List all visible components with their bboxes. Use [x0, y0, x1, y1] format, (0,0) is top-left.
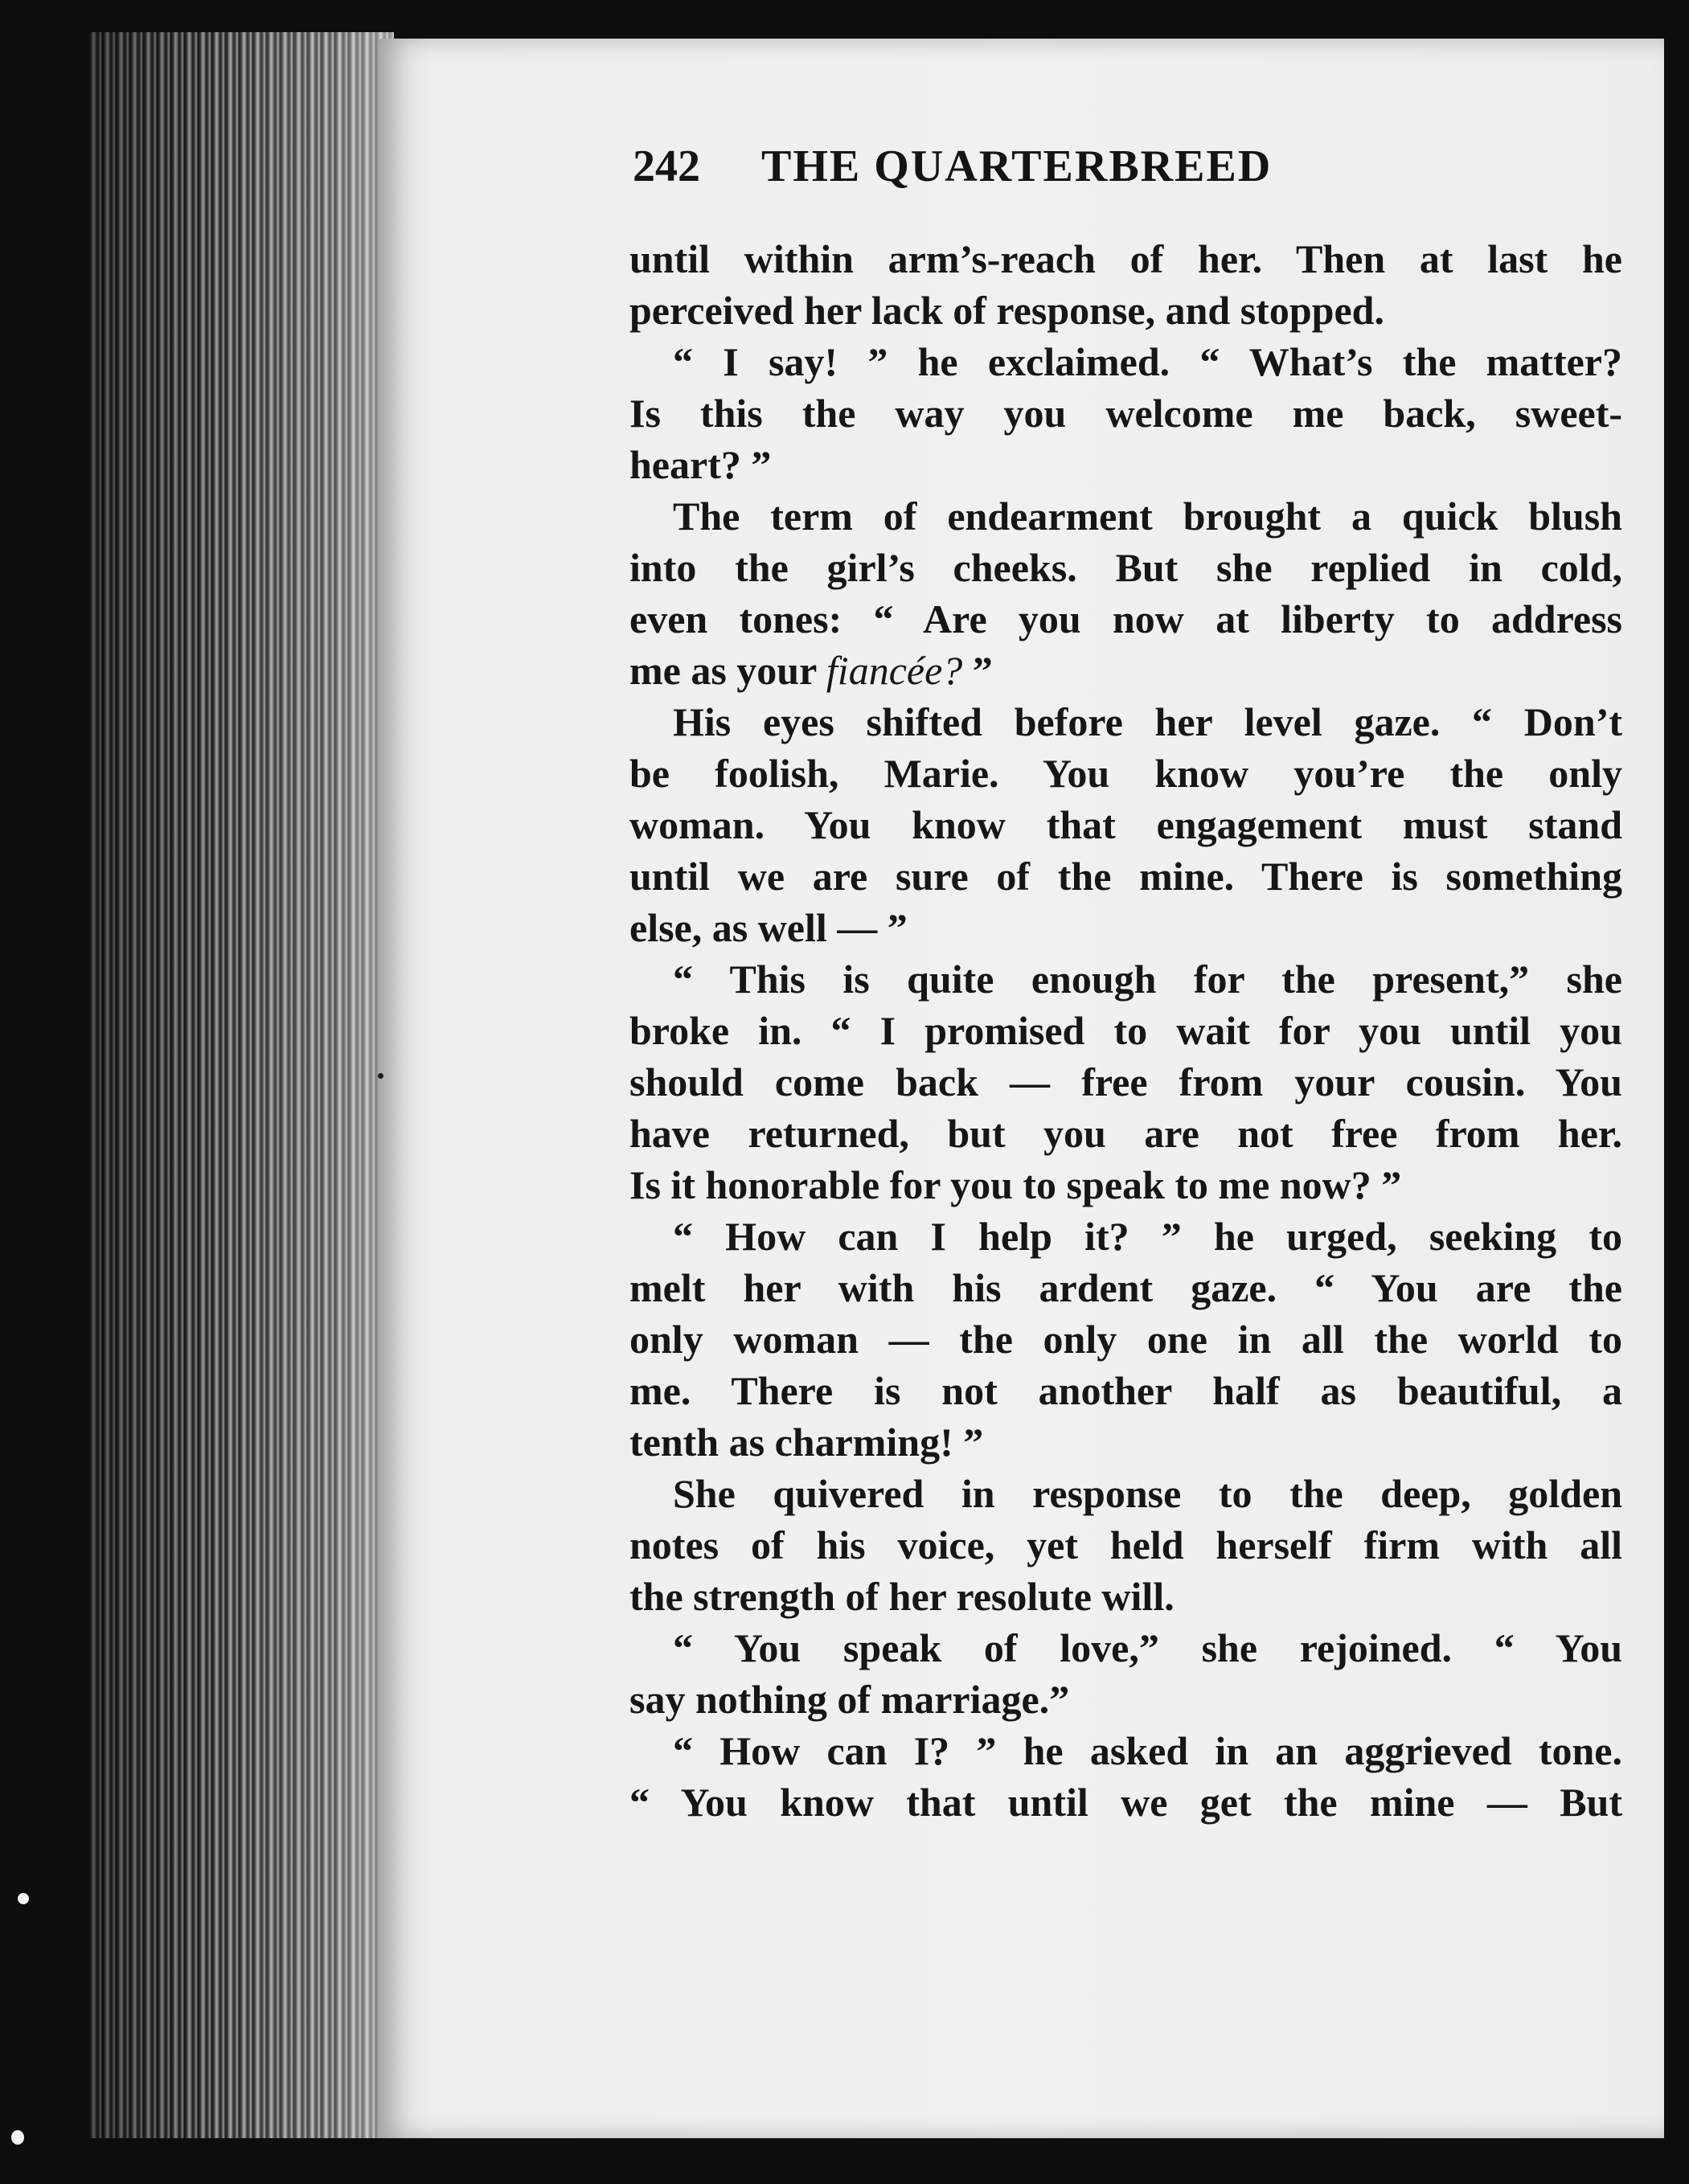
text-line-content: perceived her lack of response, and stopped. [629, 288, 1384, 333]
text-line [629, 1159, 1622, 1211]
text-line [629, 439, 1622, 490]
text-line [629, 387, 1622, 439]
text-line-content: “ This is quite enough for the present,” she [673, 957, 1622, 1002]
text-line [629, 1005, 1622, 1056]
text-line [629, 748, 1622, 799]
text-line [629, 593, 1622, 645]
text-line [629, 1365, 1622, 1416]
text-line [629, 1725, 1622, 1776]
text-line-content: else, as well — ” [629, 905, 908, 950]
text-line-content: only woman — the only one in all the world to [629, 1317, 1622, 1362]
text-line [629, 645, 1622, 696]
page-number: 242 [633, 141, 700, 191]
text-line-content: tenth as charming! ” [629, 1420, 984, 1465]
text-line-content: me. There is not another half as beautiful, a [629, 1368, 1622, 1413]
book-title: THE QUARTERBREED [761, 141, 1273, 191]
text-line-content: She quivered in response to the deep, golden [673, 1471, 1622, 1516]
text-line [629, 1416, 1622, 1468]
text-line [629, 336, 1622, 387]
text-line-content: “ I say! ” he exclaimed. “ What’s the matter? [673, 339, 1622, 384]
text-line [629, 1262, 1622, 1313]
text-line [629, 850, 1622, 902]
dust-speck [18, 1893, 29, 1904]
text-line [629, 1468, 1622, 1519]
text-line-content: into the girl’s cheeks. But she replied in cold, [629, 545, 1622, 590]
text-line-content: until within arm’s-reach of her. Then at last he [629, 236, 1622, 281]
text-line-content: “ How can I? ” he asked in an aggrieved tone. [673, 1728, 1622, 1773]
text-line-content: woman. You know that engagement must stand [629, 802, 1622, 847]
text-line [629, 1571, 1622, 1622]
text-line-content: me as your [629, 648, 826, 693]
text-line-content: broke in. “ I promised to wait for you until you [629, 1008, 1622, 1053]
text-line-content: say nothing of marriage.” [629, 1677, 1070, 1722]
dust-speck [11, 2130, 24, 2145]
text-line [629, 1622, 1622, 1674]
text-line [629, 902, 1622, 953]
text-line [629, 1211, 1622, 1262]
text-line-content: notes of his voice, yet held herself firm with all [629, 1522, 1622, 1567]
book-page-edges [88, 32, 394, 2138]
text-line [629, 799, 1622, 850]
text-line-content: melt her with his ardent gaze. “ You are the [629, 1265, 1622, 1310]
closing-quote: ” [962, 648, 993, 693]
text-line [629, 490, 1622, 542]
text-line-content: The term of endearment brought a quick blush [673, 494, 1622, 539]
text-line [629, 1108, 1622, 1159]
text-line [629, 1674, 1622, 1725]
dust-speck [378, 1073, 383, 1079]
text-line-content: be foolish, Marie. You know you’re the only [629, 751, 1622, 796]
text-line-content: the strength of her resolute will. [629, 1574, 1175, 1619]
text-line-content: have returned, but you are not free from her. [629, 1111, 1622, 1156]
text-line-content: heart? ” [629, 442, 772, 487]
text-line-content: “ How can I help it? ” he urged, seeking to [673, 1214, 1622, 1259]
text-line-content: should come back — free from your cousin. You [629, 1059, 1622, 1104]
text-line-content: “ You speak of love,” she rejoined. “ You [673, 1625, 1622, 1670]
running-head [633, 141, 1437, 197]
text-line-content: “ You know that until we get the mine — But [629, 1780, 1622, 1825]
text-line [629, 1313, 1622, 1365]
text-line [629, 542, 1622, 593]
text-line [629, 1776, 1622, 1828]
text-line [629, 1056, 1622, 1108]
text-line-content: until we are sure of the mine. There is something [629, 854, 1622, 899]
text-line [629, 233, 1622, 285]
body-text [629, 233, 1622, 1828]
text-line-content: even tones: “ Are you now at liberty to address [629, 596, 1622, 641]
text-line-content: His eyes shifted before her level gaze. “ Don’t [673, 699, 1622, 744]
text-line-content: Is it honorable for you to speak to me now? ” [629, 1162, 1402, 1207]
text-line [629, 696, 1622, 748]
italic-word: fiancée? [826, 648, 963, 693]
text-line [629, 953, 1622, 1005]
text-line [629, 1519, 1622, 1571]
text-line-content: Is this the way you welcome me back, sweet- [629, 391, 1622, 436]
text-line [629, 285, 1622, 336]
